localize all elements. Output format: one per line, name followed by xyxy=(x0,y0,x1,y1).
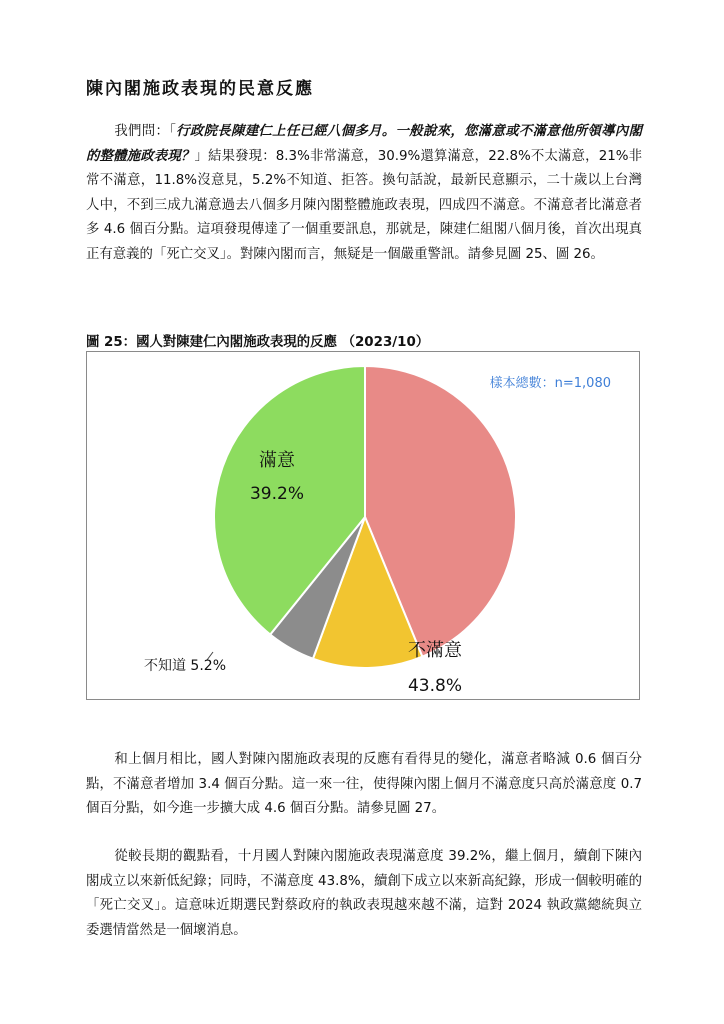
slice-name-3: 滿意 xyxy=(259,450,295,471)
slice-name-0: 不滿意 xyxy=(408,640,462,661)
p1-lead: 我們問：「 xyxy=(114,124,177,139)
paragraph-1 xyxy=(86,120,642,268)
pie-chart-figure xyxy=(86,351,640,700)
p2-text: 和上個月相比，國人對陳內閣施政表現的反應有看得見的變化，滿意者略減 0.6 個百分點，不滿意者增加 3.4 個百分點。這一來一往，使得陳內閣上個月不滿意度只高於滿意度 0.7 個百分點，如今進一步擴大成 4.6 個百分點。請參見圖 27。 xyxy=(86,752,642,817)
slice-label-2: 不知道 5.2% xyxy=(143,658,227,674)
p3-text: 從較長期的觀點看，十月國人對陳內閣施政表現滿意度 39.2%，繼上個月，續創下陳內閣成立以來新低紀錄；同時，不滿意度 43.8%，續創下成立以來新高紀錄，形成一個較明確的「死亡交叉」。這意味近期選民對蔡政府的執政表現越來越不滿，這對 2024 執政黨總統與立委選情當然是一個壞消息。 xyxy=(86,849,642,938)
slice-value-3: 39.2% xyxy=(249,484,305,504)
slice-value-0: 43.8% xyxy=(407,676,463,696)
survey-question: 行政院長陳建仁上任已經八個多月。一般說來，您滿意或不滿意他所領導內閣的整體施政表現？ xyxy=(86,124,642,164)
paragraph-2 xyxy=(86,748,642,822)
figure-caption: 圖 25：國人對陳建仁內閣施政表現的反應 （2023/10） xyxy=(86,335,430,350)
pie-chart xyxy=(87,352,641,701)
section-title: 陳內閣施政表現的民意反應 xyxy=(86,79,314,99)
paragraph-3 xyxy=(86,845,642,943)
sample-size-label: 樣本總數：n=1,080 xyxy=(489,376,611,391)
p1-rest: 」結果發現：8.3%非常滿意，30.9%還算滿意，22.8%不太滿意，21%非常不滿意，11.8%沒意見，5.2%不知道、拒答。換句話說，最新民意顯示，二十歲以上台灣人中，不到三成九滿意過去八個多月陳內閣整體施政表現，四成四不滿意。不滿意者比滿意者多 4.6 個百分點。這項發現傳達了一個重要訊息，那就是，陳建仁組閣八個月後，首次出現真正有意義的「死亡交叉」。對陳內閣而言，無疑是一個嚴重警訊。請參見圖 25、圖 26。 xyxy=(86,148,643,262)
